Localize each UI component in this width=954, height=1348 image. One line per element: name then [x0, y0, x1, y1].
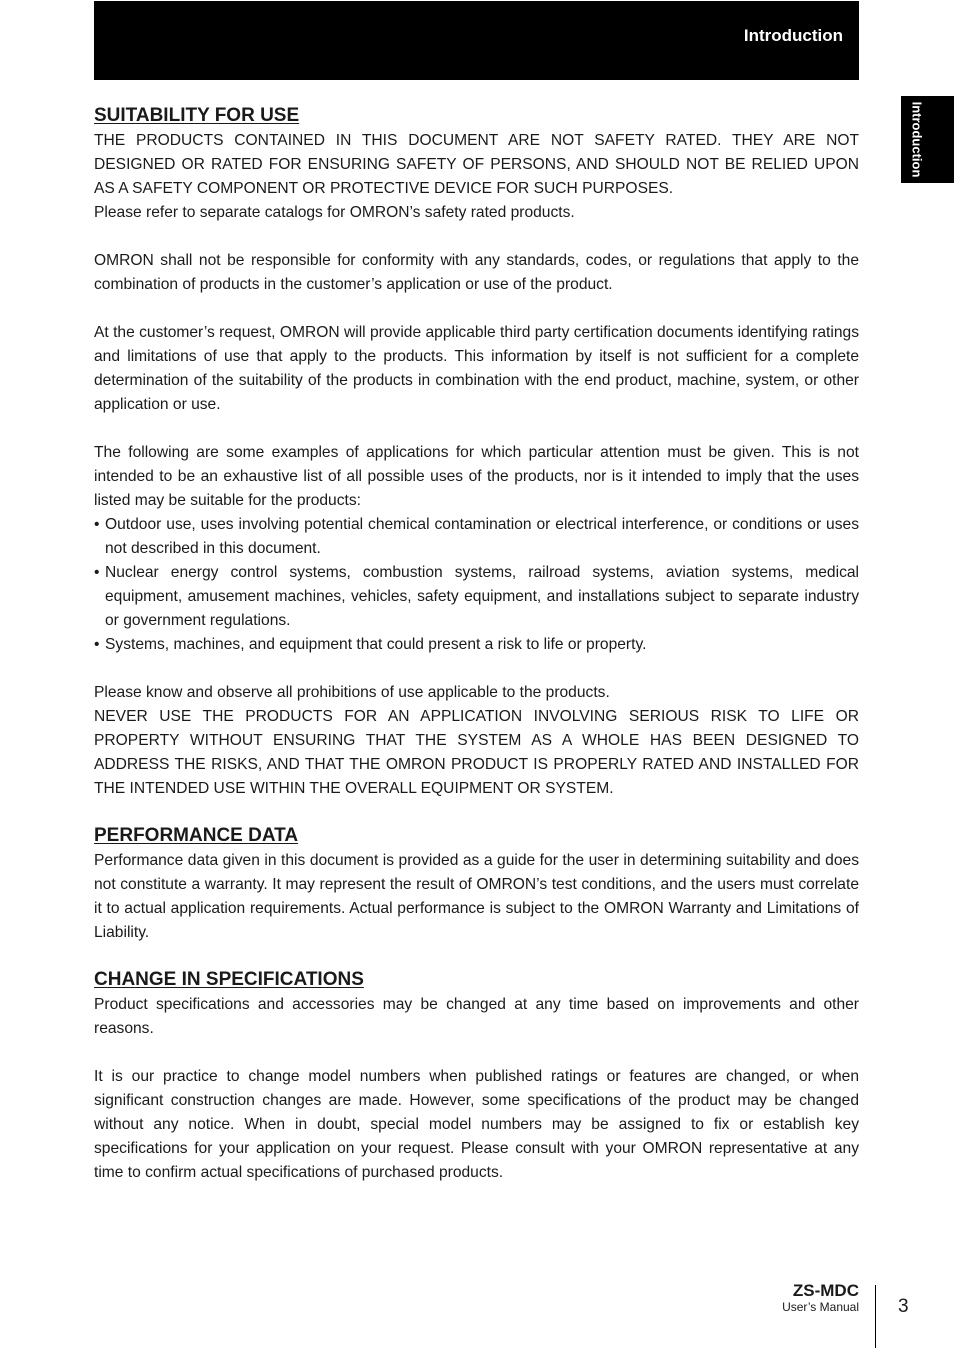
section-spacer — [94, 801, 859, 823]
section-performance — [94, 823, 859, 945]
section-suitability — [94, 103, 859, 801]
spacer — [94, 297, 859, 321]
paragraph: Please refer to separate catalogs for OMRON’s safety rated products. — [94, 204, 575, 221]
paragraph: It is our practice to change model numbers when published ratings or features are changed, or when significant construction changes are made. However, some specifications of the product may be changed without any notice. When in doubt, special model numbers may be assigned to fix or establish key specifications for your application on your request. Please consult with your OMRON representative at any time to confirm actual specifications of purchased products. — [94, 1068, 859, 1181]
spacer — [94, 225, 859, 249]
paragraph: Product specifications and accessories may be changed at any time based on improvements and other reasons. — [94, 996, 859, 1037]
footer-divider — [875, 1285, 876, 1348]
paragraph: The following are some examples of applications for which particular attention must be given. This is not intended to be an exhaustive list of all possible uses of the products, nor is it intended to imply that the uses listed may be suitable for the products: — [94, 444, 859, 509]
list-item: • Outdoor use, uses involving potential chemical contamination or electrical interference, or conditions or uses not described in this document. — [94, 513, 859, 561]
heading-performance: PERFORMANCE DATA — [94, 825, 299, 846]
heading-suitability: SUITABILITY FOR USE — [94, 105, 300, 126]
bullet-list — [94, 513, 859, 657]
paragraph: At the customer’s request, OMRON will provide applicable third party certification documents identifying ratings and limitations of use that apply to the products. This information by itself is not sufficient for a complete determination of the suitability of the products in combination with the end product, machine, system, or other application or use. — [94, 324, 859, 413]
side-tab-label: Introduction — [909, 101, 925, 178]
list-item: • Systems, machines, and equipment that could present a risk to life or property. — [94, 633, 859, 657]
spacer — [94, 657, 859, 681]
footer-model: ZS-MDC — [792, 1281, 859, 1300]
footer-manual: User’s Manual — [782, 1300, 859, 1314]
side-tab — [901, 96, 954, 183]
list-item: • Nuclear energy control systems, combustion systems, railroad systems, aviation systems, medical equipment, amusement machines, vehicles, safety equipment, and installations subject to separate industry or government regulations. — [94, 561, 859, 633]
paragraph: THE PRODUCTS CONTAINED IN THIS DOCUMENT ARE NOT SAFETY RATED. THEY ARE NOT DESIGNED OR RATED FOR ENSURING SAFETY OF PERSONS, AND SHOULD NOT BE RELIED UPON AS A SAFETY COMPONENT OR PROTECTIVE DEVICE FOR SUCH PURPOSES. — [94, 132, 859, 197]
paragraph: Performance data given in this document is provided as a guide for the user in determining suitability and does not constitute a warranty. It may represent the result of OMRON’s test conditions, and the users must correlate it to actual application requirements. Actual performance is subject to the OMRON Warranty and Limitations of Liability. — [94, 852, 859, 941]
heading-change: CHANGE IN SPECIFICATIONS — [94, 969, 364, 990]
spacer — [94, 417, 859, 441]
section-change — [94, 967, 859, 1185]
header-title: Introduction — [743, 26, 843, 45]
side-tab-label-wrap — [901, 96, 933, 183]
header-bar — [94, 1, 859, 80]
paragraph: OMRON shall not be responsible for conformity with any standards, codes, or regulations that apply to the combination of products in the customer’s application or use of the product. — [94, 252, 859, 293]
section-spacer — [94, 945, 859, 967]
paragraph: Please know and observe all prohibitions of use applicable to the products. — [94, 684, 610, 701]
spacer — [94, 1041, 859, 1065]
page-content — [94, 103, 859, 1185]
page-number: 3 — [898, 1296, 909, 1317]
paragraph: NEVER USE THE PRODUCTS FOR AN APPLICATION INVOLVING SERIOUS RISK TO LIFE OR PROPERTY WITHOUT ENSURING THAT THE SYSTEM AS A WHOLE HAS BEEN DESIGNED TO ADDRESS THE RISKS, AND THAT THE OMRON PRODUCT IS PROPERLY RATED AND INSTALLED FOR THE INTENDED USE WITHIN THE OVERALL EQUIPMENT OR SYSTEM. — [94, 708, 859, 797]
